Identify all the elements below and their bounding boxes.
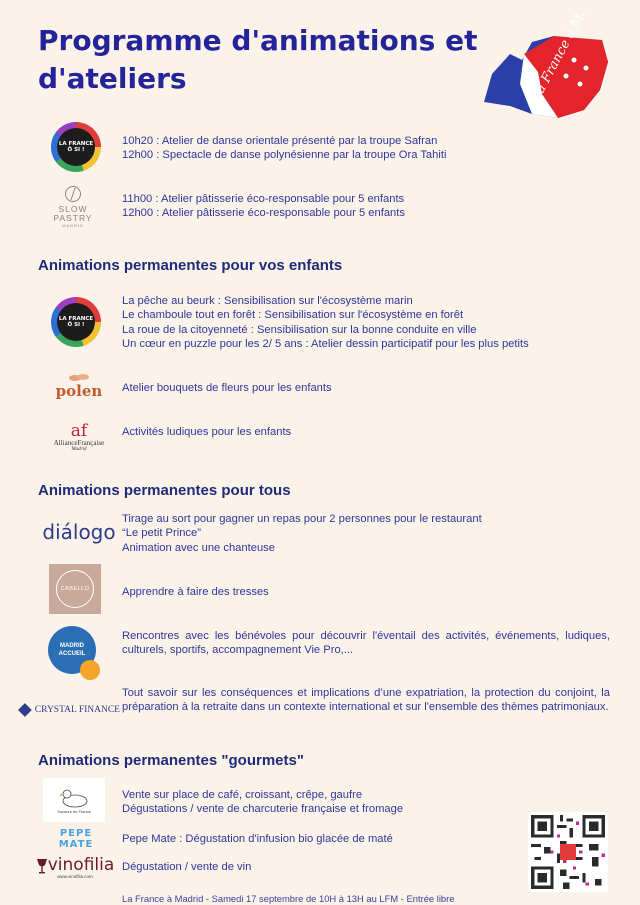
crystal-finance-logo: CRYSTAL FINANCE (18, 701, 120, 719)
tous-row-3: Rencontres avec les bénévoles pour découvrir l'éventail des activités, événements, ludiques, culturels, sportifs, accompagnement Vie Pro,... (122, 630, 610, 657)
wine-glass-icon (36, 858, 48, 874)
la-france-a-madrid-logo (462, 14, 614, 124)
tresses-logo: CABELLO (49, 564, 101, 614)
slow-pastry-logo: SLOW PASTRY MADRID (46, 180, 100, 232)
polen-logo: polen (54, 368, 104, 402)
gourmets-row-1: Vente sur place de café, croissant, crêpe, gaufre Dégustations / vente de charcuterie française et fromage (122, 789, 404, 816)
tous-row-4: Tout savoir sur les conséquences et implications d’une expatriation, la protection du conjoint, la préparation à la retraite dans un contexte international et sur l'ensemble des thèmes patrimoniaux. (122, 687, 610, 714)
saveurs-logo: Saveurs de France (43, 778, 105, 822)
gourmets-row-3: Dégustation / vente de vin (122, 861, 252, 873)
dialogo-logo: diálogo (42, 520, 116, 544)
la-france-o-si-logo: LA FRANCE Ô SI ! (51, 122, 101, 172)
tous-row-2: Apprendre à faire des tresses (122, 586, 269, 598)
section-heading-enfants: Animations permanentes pour vos enfants (38, 257, 343, 274)
whisk-icon (64, 185, 82, 205)
page-title: Programme d'animations et d'ateliers (38, 24, 478, 95)
madrid-accueil-badge (80, 660, 100, 680)
enfants-row-3: Activités ludiques pour les enfants (122, 426, 292, 438)
la-france-o-si-logo: LA FRANCE Ô SI ! (51, 297, 101, 347)
schedule-row-2: 11h00 : Atelier pâtisserie éco-responsable pour 5 enfants 12h00 : Atelier pâtisserie éco-responsable pour 5 enfants (122, 193, 405, 220)
alliance-francaise-logo: af AllianceFrançaise Madrid (53, 420, 105, 452)
tous-row-1: Tirage au sort pour gagner un repas pour 2 personnes pour le restaurant “Le petit Prince” Animation avec une chanteuse (122, 513, 482, 554)
qr-code[interactable] (528, 812, 608, 892)
vinofilia-logo: vinofilia www.vinofilia.com (35, 852, 115, 884)
duck-icon (59, 787, 89, 809)
footer-info: La France à Madrid - Samedi 17 septembre de 10H à 13H au LFM - Entrée libre (122, 893, 455, 904)
pepe-mate-logo: PEPE MATE (58, 828, 94, 850)
enfants-row-1: La pêche au beurk : Sensibilisation sur l'écosystème marin Le chamboule tout en forêt : Sensibilisation sur l'écosystème en forêt La roue de la citoyenneté : Sensibilisation sur la bonne conduite en ville Un cœur en puzzle pour les 2/ 5 ans : Atelier dessin participatif pour les plus petits (122, 295, 529, 351)
madrid-accueil-logo: MADRID ACCUEIL (47, 625, 97, 675)
crystal-diamond-icon (18, 703, 32, 717)
section-heading-gourmets: Animations permanentes "gourmets" (38, 752, 304, 769)
schedule-row-1: 10h20 : Atelier de danse orientale présenté par la troupe Safran 12h00 : Spectacle de danse polynésienne par la troupe Ora Tahiti (122, 135, 447, 162)
enfants-row-2: Atelier bouquets de fleurs pour les enfants (122, 382, 332, 394)
section-heading-tous: Animations permanentes pour tous (38, 482, 291, 499)
gourmets-row-2: Pepe Mate : Dégustation d'infusion bio glacée de maté (122, 833, 393, 845)
